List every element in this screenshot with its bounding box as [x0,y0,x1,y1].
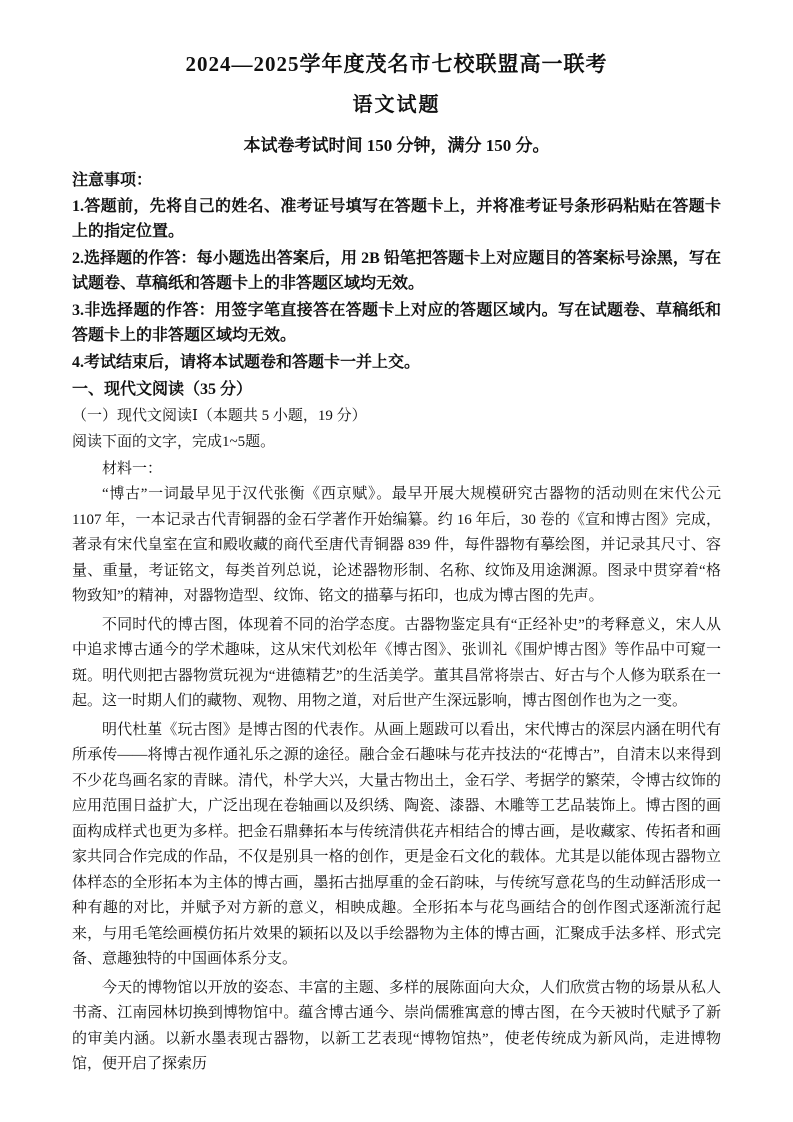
exam-duration-info: 本试卷考试时间 150 分钟，满分 150 分。 [243,136,550,155]
material-paragraph-2: 不同时代的博古图，体现着不同的治学态度。古器物鉴定具有“正经补史”的考释意义，宋人从中追求博古通今的学术趣味，这从宋代刘松年《博古图》、张训礼《围炉博古图》等作品中可窥一斑。明代则把古器物赏玩视为“进德精艺”的生活美学。董其昌常将崇古、好古与个人修为联系在一起。这一时期人们的藏物、观物、用物之道，对后世产生深远影响，博古图创作也为之一变。 [72,616,721,709]
reading-instruction: 阅读下面的文字，完成1~5题。 [72,434,276,450]
exam-subject-title: 语文试题 [352,94,441,116]
material-paragraph-3: 明代杜堇《玩古图》是博古图的代表作。从画上题跋可以看出，宋代博古的深层内涵在明代有所承传——将博古视作通礼乐之源的途径。融合金石趣味与花卉技法的“花博古”，自清末以来得到不少花鸟画名家的青睐。清代，朴学大兴，大量古物出土，金石学、考据学的繁荣，令博古纹饰的应用范围日益扩大，广泛出现在卷轴画以及织绣、陶瓷、漆器、木雕等工艺品装饰上。博古图的画面构成样式也更为多样。把金石鼎彝拓本与传统清供花卉相结合的博古画，是收藏家、传拓者和画家共同合作完成的作品，不仅是别具一格的创作，更是金石文化的载体。尤其是以能体现古器物立体样态的全形拓本为主体的博古画，墨拓古拙厚重的金石韵味，与传统写意花鸟的生动鲜活形成一种有趣的对比，并赋予对方新的意义，相映成趣。全形拓本与花鸟画结合的创作图式逐渐流行起来，与用毛笔绘画模仿拓片效果的颖拓以及以手绘器物为主体的博古画，汇聚成手法多样、形式完备、意趣独特的中国画体系分支。 [72,721,721,967]
subsection-heading-reading-1: （一）现代文阅读Ⅰ（本题共 5 小题，19 分） [72,408,367,424]
material-paragraph-4: 今天的博物馆以开放的姿态、丰富的主题、多样的展陈面向大众，人们欣赏古物的场景从私人书斋、江南园林切换到博物馆中。蕴含博古通今、崇尚儒雅寓意的博古图，在今天被时代赋予了新的审美内涵。以新水墨表现古器物，以新工艺表现“博物馆热”，使老传统成为新风尚，走进博物馆，便开启了探索历 [72,979,721,1072]
exam-title: 2024—2025学年度茂名市七校联盟高一联考 [185,52,608,76]
notice-item-3: 3.非选择题的作答：用签字笔直接答在答题卡上对应的答题区域内。写在试题卷、草稿纸和答题卡上的非答题区域均无效。 [72,302,721,344]
material-one-label: 材料一： [102,461,163,477]
notice-item-2: 2.选择题的作答：每小题选出答案后，用 2B 铅笔把答题卡上对应题目的答案标号涂黑，写在试题卷、草稿纸和答题卡上的非答题区域均无效。 [72,250,721,292]
notice-item-1: 1.答题前，先将自己的姓名、准考证号填写在答题卡上，并将准考证号条形码粘贴在答题卡上的指定位置。 [72,198,721,240]
notice-heading: 注意事项： [72,172,153,189]
notice-item-4: 4.考试结束后，请将本试题卷和答题卡一并上交。 [72,354,421,371]
material-paragraph-1: “博古”一词最早见于汉代张衡《西京赋》。最早开展大规模研究古器物的活动则在宋代公元 1107 年，一本记录古代青铜器的金石学著作开始编纂。约 16 年后，30 卷的《宣和博古图》完成，著录有宋代皇室在宣和殿收藏的商代至唐代青铜器 839 件，每件器物有摹绘图，并记录其尺寸、容量、重量，考证铭文，每类首列总说，论述器物形制、名称、纹饰及用途渊源。图录中贯穿着“格物致知”的精神，对器物造型、纹饰、铭文的描摹与拓印，也成为博古图的先声。 [72,486,721,604]
section-heading-modern-reading: 一、现代文阅读（35 分） [72,381,253,398]
